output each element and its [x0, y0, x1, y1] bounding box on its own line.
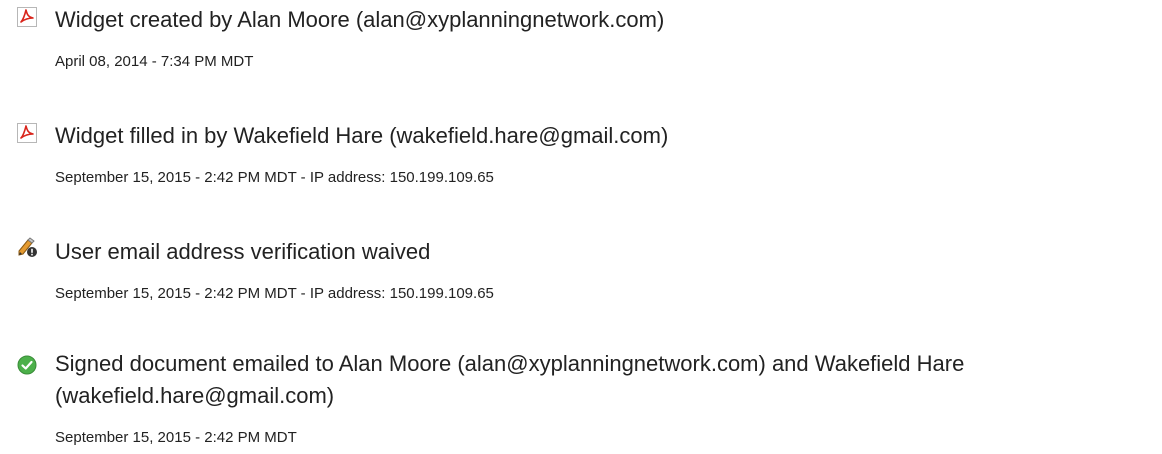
event-timestamp: September 15, 2015 - 2:42 PM MDT — [55, 429, 297, 446]
event-title: User email address verification waived — [55, 239, 431, 264]
event-timestamp: September 15, 2015 - 2:42 PM MDT - IP address: 150.199.109.65 — [55, 169, 494, 186]
pdf-icon — [16, 6, 38, 28]
event-timestamp: September 15, 2015 - 2:42 PM MDT - IP address: 150.199.109.65 — [55, 285, 494, 302]
check-circle-icon — [16, 354, 38, 376]
event-title: Widget created by Alan Moore (alan@xyplanningnetwork.com) — [55, 7, 665, 32]
event-timestamp: April 08, 2014 - 7:34 PM MDT — [55, 53, 254, 70]
pencil-warning-icon — [16, 236, 38, 258]
pdf-icon — [16, 122, 38, 144]
event-title: Signed document emailed to Alan Moore (alan@xyplanningnetwork.com) and Wakefield Hare (wakefield.hare@gmail.com) — [55, 351, 965, 408]
event-title: Widget filled in by Wakefield Hare (wakefield.hare@gmail.com) — [55, 123, 669, 148]
